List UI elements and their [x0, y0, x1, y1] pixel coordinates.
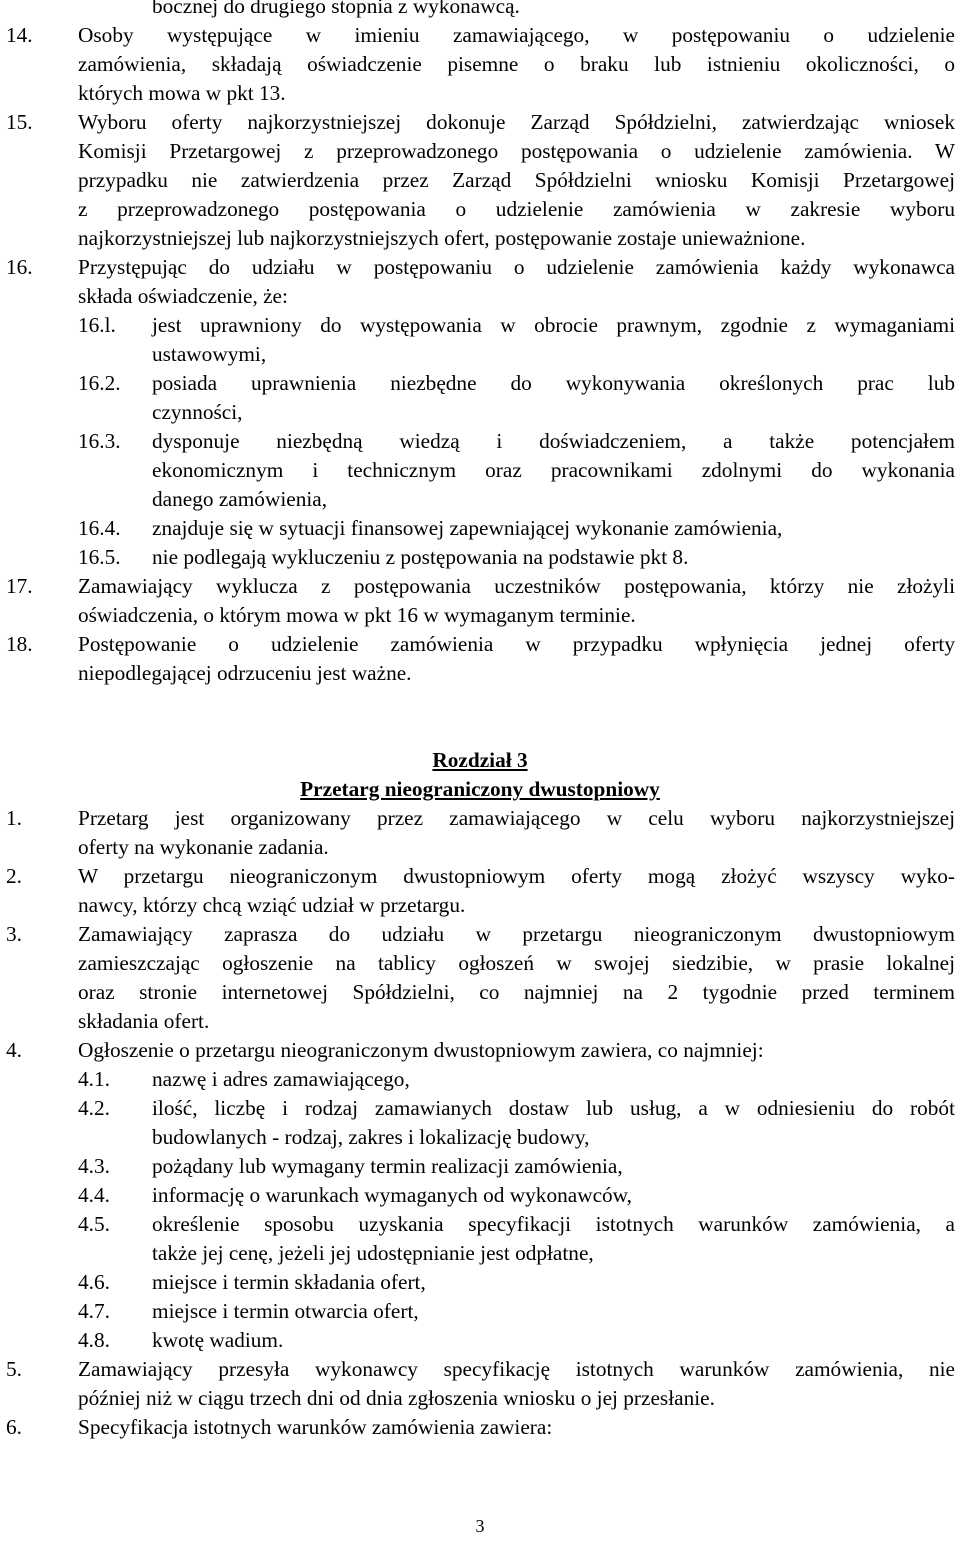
- item-number: 14.: [6, 23, 33, 47]
- chapter-subtitle: Przetarg nieograniczony dwustopniowy: [300, 777, 660, 801]
- item-number: 18.: [6, 632, 33, 656]
- item-text-line: nie podlegają wykluczeniu z postępowania na podstawie pkt 8.: [152, 545, 689, 569]
- item-number: 16.l.: [78, 313, 116, 337]
- item-number: 4.8.: [78, 1328, 110, 1352]
- item-text-line: ekonomicznym i technicznym oraz pracownikami zdolnymi do wykonania: [152, 458, 955, 482]
- item-text-line: Zamawiający wyklucza z postępowania uczestników postępowania, którzy nie złożyli: [78, 574, 955, 598]
- item-number: 17.: [6, 574, 33, 598]
- chapter-title: Rozdział 3: [432, 748, 528, 772]
- item-number: 5.: [6, 1357, 22, 1381]
- item-number: 15.: [6, 110, 33, 134]
- item-text-line: określenie sposobu uzyskania specyfikacji istotnych warunków zamówienia, a: [152, 1212, 955, 1236]
- item-text-line: składa oświadczenie, że:: [78, 284, 288, 308]
- item-text-line: miejsce i termin składania ofert,: [152, 1270, 426, 1294]
- item-text-line: najkorzystniejszej lub najkorzystniejszych ofert, postępowanie zostaje unieważnione.: [78, 226, 806, 250]
- continuation-text-line: bocznej do drugiego stopnia z wykonawcą.: [152, 0, 520, 18]
- item-text-line: miejsce i termin otwarcia ofert,: [152, 1299, 419, 1323]
- item-text-line: składania ofert.: [78, 1009, 210, 1033]
- item-text-line: Wyboru oferty najkorzystniejszej dokonuje Zarząd Spółdzielni, zatwierdzając wniosek: [78, 110, 955, 134]
- item-number: 1.: [6, 806, 22, 830]
- item-text-line: informację o warunkach wymaganych od wykonawców,: [152, 1183, 633, 1207]
- item-text-line: posiada uprawnienia niezbędne do wykonywania określonych prac lub: [152, 371, 955, 395]
- item-text-line: Osoby występujące w imieniu zamawiającego, w postępowaniu o udzielenie: [78, 23, 955, 47]
- item-number: 16.4.: [78, 516, 121, 540]
- item-text-line: oraz stronie internetowej Spółdzielni, co najmniej na 2 tygodnie przed terminem: [78, 980, 955, 1004]
- item-text-line: jest uprawniony do występowania w obrocie prawnym, zgodnie z wymaganiami: [152, 313, 955, 337]
- item-text-line: z przeprowadzonego postępowania o udzielenie zamówienia w zakresie wyboru: [78, 197, 955, 221]
- item-text-line: nazwę i adres zamawiającego,: [152, 1067, 410, 1091]
- item-text-line: czynności,: [152, 400, 243, 424]
- item-number: 4.5.: [78, 1212, 110, 1236]
- item-text-line: Przystępując do udziału w postępowaniu o udzielenie zamówienia każdy wykonawca: [78, 255, 955, 279]
- item-text-line: Postępowanie o udzielenie zamówienia w przypadku wpłynięcia jednej oferty: [78, 632, 955, 656]
- item-text-line: ustawowymi,: [152, 342, 267, 366]
- item-text-line: ilość, liczbę i rodzaj zamawianych dostaw lub usług, a w odniesieniu do robót: [152, 1096, 955, 1120]
- page-number: 3: [475, 1516, 485, 1536]
- item-number: 4.6.: [78, 1270, 110, 1294]
- item-number: 3.: [6, 922, 22, 946]
- item-number: 4.: [6, 1038, 22, 1062]
- item-number: 16.2.: [78, 371, 121, 395]
- item-text-line: Zamawiający przesyła wykonawcy specyfikację istotnych warunków zamówienia, nie: [78, 1357, 955, 1381]
- item-text-line: Przetarg jest organizowany przez zamawiającego w celu wyboru najkorzystniejszej: [78, 806, 955, 830]
- item-text-line: Specyfikacja istotnych warunków zamówienia zawiera:: [78, 1415, 553, 1439]
- item-text-line: zamieszczając ogłoszenie na tablicy ogłoszeń w swojej siedzibie, w prasie lokalnej: [78, 951, 955, 975]
- item-number: 16.: [6, 255, 33, 279]
- item-text-line: później niż w ciągu trzech dni od dnia zgłoszenia wniosku o jej przesłanie.: [78, 1386, 715, 1410]
- item-text-line: dysponuje niezbędną wiedzą i doświadczeniem, a także potencjałem: [152, 429, 955, 453]
- item-text-line: znajduje się w sytuacji finansowej zapewniającej wykonanie zamówienia,: [152, 516, 783, 540]
- item-number: 4.7.: [78, 1299, 110, 1323]
- item-text-line: Zamawiający zaprasza do udziału w przetargu nieograniczonym dwustopniowym: [78, 922, 955, 946]
- item-text-line: oferty na wykonanie zadania.: [78, 835, 329, 859]
- item-text-line: Ogłoszenie o przetargu nieograniczonym dwustopniowym zawiera, co najmniej:: [78, 1038, 764, 1062]
- item-number: 16.3.: [78, 429, 121, 453]
- item-number: 4.2.: [78, 1096, 110, 1120]
- item-text-line: kwotę wadium.: [152, 1328, 284, 1352]
- item-text-line: budowlanych - rodzaj, zakres i lokalizację budowy,: [152, 1125, 590, 1149]
- item-number: 4.1.: [78, 1067, 110, 1091]
- item-number: 4.3.: [78, 1154, 110, 1178]
- item-text-line: Komisji Przetargowej z przeprowadzonego postępowania o udzielenie zamówienia. W: [78, 139, 955, 163]
- item-text-line: nawcy, którzy chcą wziąć udział w przetargu.: [78, 893, 466, 917]
- item-text-line: których mowa w pkt 13.: [78, 81, 286, 105]
- item-text-line: przypadku nie zatwierdzenia przez Zarząd Spółdzielni wniosku Komisji Przetargowej: [78, 168, 955, 192]
- item-text-line: danego zamówienia,: [152, 487, 328, 511]
- item-number: 16.5.: [78, 545, 121, 569]
- item-number: 2.: [6, 864, 22, 888]
- item-number: 6.: [6, 1415, 22, 1439]
- item-text-line: oświadczenia, o którym mowa w pkt 16 w wymaganym terminie.: [78, 603, 636, 627]
- item-text-line: W przetargu nieograniczonym dwustopniowym oferty mogą złożyć wszyscy wyko-: [78, 864, 955, 888]
- item-text-line: zamówienia, składają oświadczenie pisemne o braku lub istnieniu okoliczności, o: [78, 52, 955, 76]
- item-number: 4.4.: [78, 1183, 110, 1207]
- item-text-line: także jej cenę, jeżeli jej udostępnianie jest odpłatne,: [152, 1241, 594, 1265]
- item-text-line: pożądany lub wymagany termin realizacji zamówienia,: [152, 1154, 623, 1178]
- item-text-line: niepodlegającej odrzuceniu jest ważne.: [78, 661, 412, 685]
